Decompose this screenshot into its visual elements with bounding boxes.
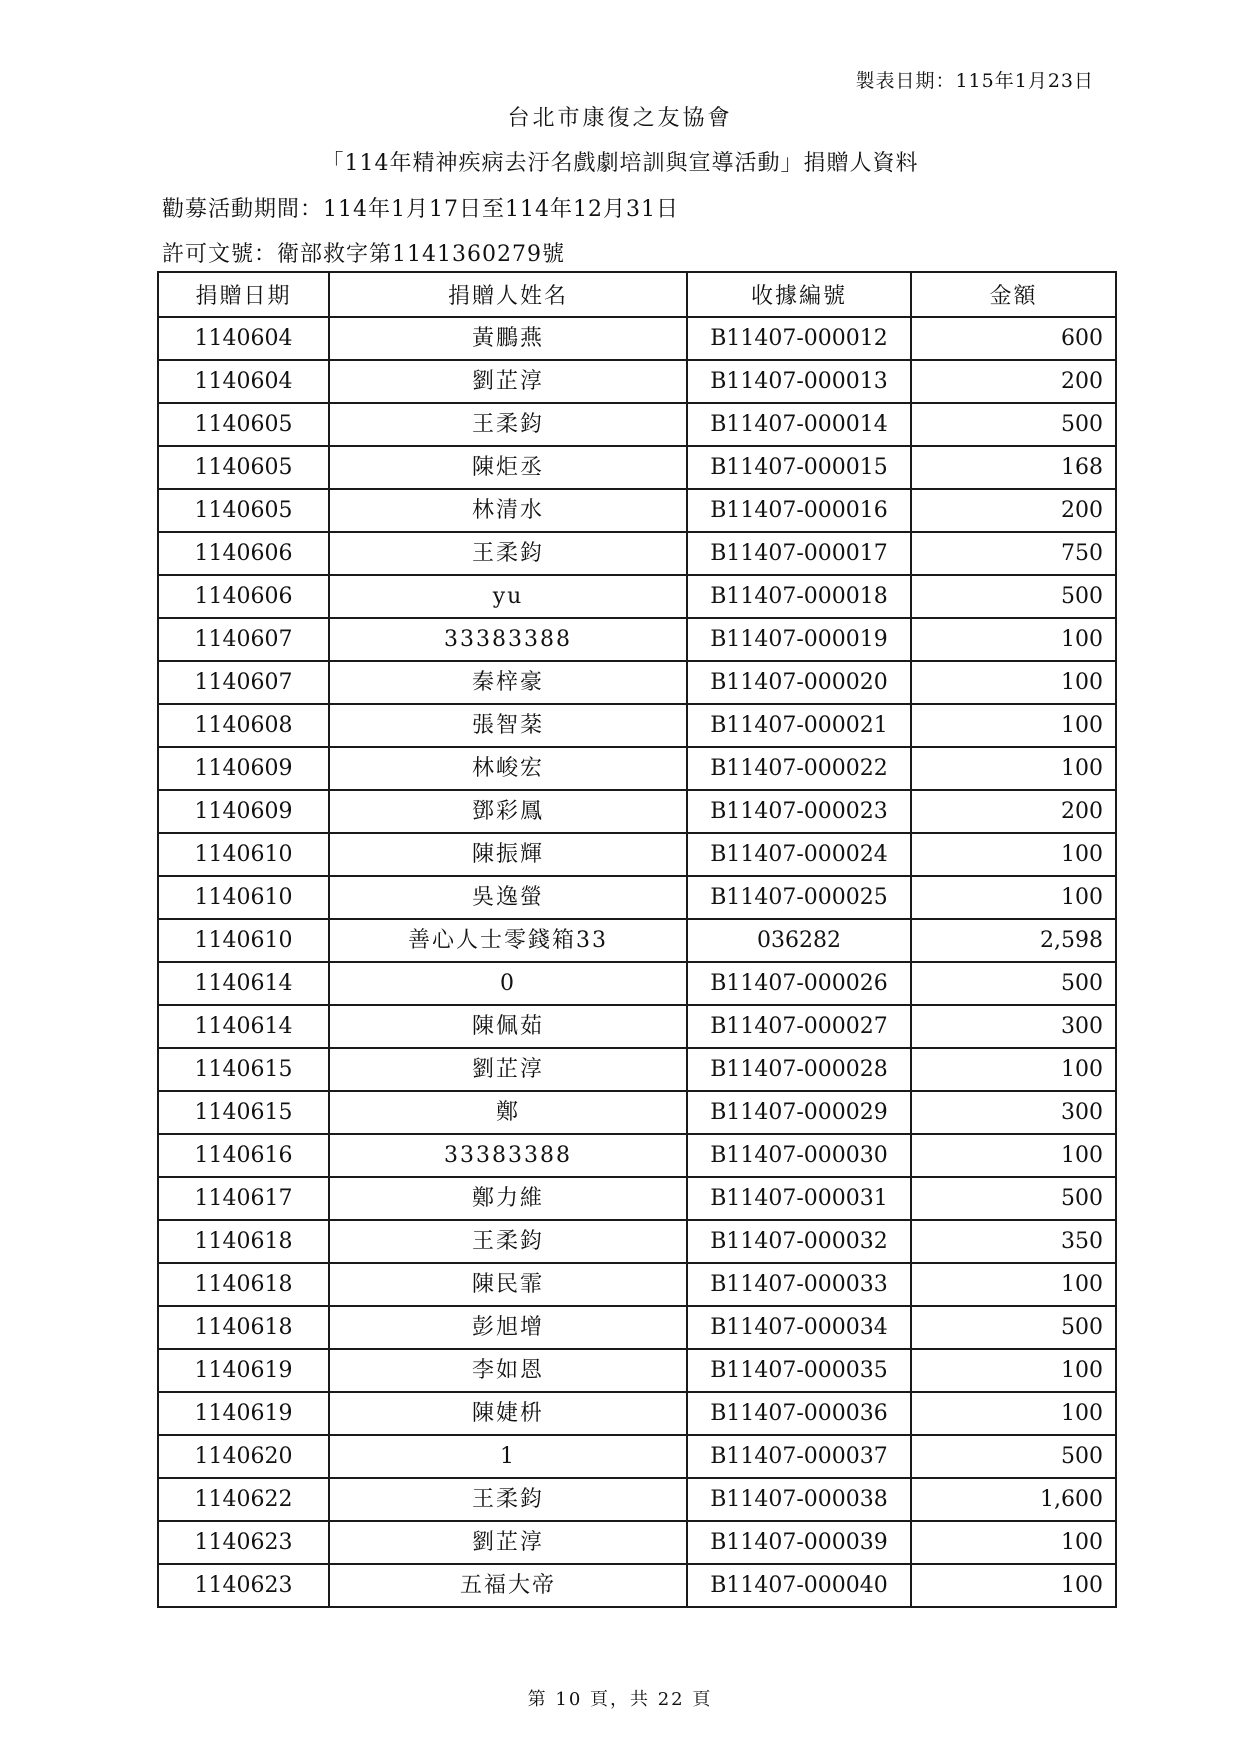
donation-date-cell: 1140614 — [158, 962, 329, 1005]
amount-cell: 200 — [911, 489, 1116, 532]
receipt-number-cell: 036282 — [687, 919, 911, 962]
amount-cell: 200 — [911, 360, 1116, 403]
donor-name-cell: 1 — [329, 1435, 687, 1478]
donor-name-cell: 33383388 — [329, 1134, 687, 1177]
donor-name-cell: 33383388 — [329, 618, 687, 661]
amount-cell: 750 — [911, 532, 1116, 575]
amount-cell: 500 — [911, 962, 1116, 1005]
donation-date-cell: 1140623 — [158, 1564, 329, 1607]
donor-name-cell: 王柔鈞 — [329, 403, 687, 446]
amount-cell: 500 — [911, 1435, 1116, 1478]
donation-date-cell: 1140608 — [158, 704, 329, 747]
donor-name-cell: 鄧彩鳳 — [329, 790, 687, 833]
amount-cell: 200 — [911, 790, 1116, 833]
donor-name-cell: 李如恩 — [329, 1349, 687, 1392]
donor-name-cell: 彭旭增 — [329, 1306, 687, 1349]
amount-cell: 100 — [911, 833, 1116, 876]
receipt-number-cell: B11407-000036 — [687, 1392, 911, 1435]
donation-date-cell: 1140607 — [158, 661, 329, 704]
amount-cell: 100 — [911, 1048, 1116, 1091]
receipt-number-cell: B11407-000035 — [687, 1349, 911, 1392]
receipt-number-cell: B11407-000027 — [687, 1005, 911, 1048]
table-row — [158, 360, 1116, 403]
receipt-number-cell: B11407-000021 — [687, 704, 911, 747]
donor-name-cell: 王柔鈞 — [329, 1220, 687, 1263]
donation-date-cell: 1140615 — [158, 1048, 329, 1091]
donor-name-cell: 張智棻 — [329, 704, 687, 747]
donation-date-cell: 1140610 — [158, 876, 329, 919]
amount-cell: 100 — [911, 618, 1116, 661]
donation-date-cell: 1140605 — [158, 489, 329, 532]
receipt-number-cell: B11407-000033 — [687, 1263, 911, 1306]
table-row — [158, 661, 1116, 704]
column-header-receipt-number: 收據編號 — [687, 272, 911, 317]
table-row — [158, 1263, 1116, 1306]
amount-cell: 100 — [911, 876, 1116, 919]
table-row — [158, 618, 1116, 661]
donation-date-cell: 1140604 — [158, 317, 329, 360]
receipt-number-cell: B11407-000024 — [687, 833, 911, 876]
receipt-number-cell: B11407-000025 — [687, 876, 911, 919]
donor-name-cell: 鄭 — [329, 1091, 687, 1134]
amount-cell: 100 — [911, 1134, 1116, 1177]
donation-date-cell: 1140606 — [158, 532, 329, 575]
amount-cell: 100 — [911, 1263, 1116, 1306]
donation-date-cell: 1140604 — [158, 360, 329, 403]
donation-date-cell: 1140614 — [158, 1005, 329, 1048]
donation-date-cell: 1140609 — [158, 790, 329, 833]
table-row — [158, 403, 1116, 446]
table-row — [158, 962, 1116, 1005]
donation-date-cell: 1140605 — [158, 446, 329, 489]
table-row — [158, 876, 1116, 919]
donor-name-cell: 陳振輝 — [329, 833, 687, 876]
donation-date-cell: 1140606 — [158, 575, 329, 618]
amount-cell: 300 — [911, 1005, 1116, 1048]
donor-name-cell: 劉芷淳 — [329, 1048, 687, 1091]
receipt-number-cell: B11407-000012 — [687, 317, 911, 360]
table-body — [158, 317, 1116, 1607]
amount-cell: 2,598 — [911, 919, 1116, 962]
donation-date-cell: 1140618 — [158, 1306, 329, 1349]
amount-cell: 500 — [911, 1177, 1116, 1220]
donation-date-cell: 1140620 — [158, 1435, 329, 1478]
column-header-date: 捐贈日期 — [158, 272, 329, 317]
receipt-number-cell: B11407-000023 — [687, 790, 911, 833]
amount-cell: 100 — [911, 661, 1116, 704]
table-row — [158, 1349, 1116, 1392]
table-row — [158, 532, 1116, 575]
page-number: 第 10 頁，共 22 頁 — [527, 1689, 713, 1710]
table-row — [158, 1521, 1116, 1564]
donation-date-cell: 1140610 — [158, 919, 329, 962]
donation-date-cell: 1140607 — [158, 618, 329, 661]
receipt-number-cell: B11407-000019 — [687, 618, 911, 661]
donation-date-cell: 1140618 — [158, 1263, 329, 1306]
donor-name-cell: 劉芷淳 — [329, 360, 687, 403]
receipt-number-cell: B11407-000040 — [687, 1564, 911, 1607]
receipt-number-cell: B11407-000037 — [687, 1435, 911, 1478]
donation-date-cell: 1140619 — [158, 1349, 329, 1392]
donor-table — [157, 271, 1117, 1608]
amount-cell: 100 — [911, 1521, 1116, 1564]
donor-name-cell: 陳民霏 — [329, 1263, 687, 1306]
donor-name-cell: 陳婕枡 — [329, 1392, 687, 1435]
donation-date-cell: 1140605 — [158, 403, 329, 446]
donor-name-cell: yu — [329, 575, 687, 618]
amount-cell: 500 — [911, 1306, 1116, 1349]
table-row — [158, 1478, 1116, 1521]
amount-cell: 300 — [911, 1091, 1116, 1134]
donor-name-cell: 吳逸螢 — [329, 876, 687, 919]
donor-name-cell: 陳炬丞 — [329, 446, 687, 489]
column-header-amount: 金額 — [911, 272, 1116, 317]
table-row — [158, 704, 1116, 747]
receipt-number-cell: B11407-000039 — [687, 1521, 911, 1564]
amount-cell: 100 — [911, 704, 1116, 747]
donation-date-cell: 1140617 — [158, 1177, 329, 1220]
receipt-number-cell: B11407-000028 — [687, 1048, 911, 1091]
table-row — [158, 446, 1116, 489]
table-row — [158, 1005, 1116, 1048]
table-row — [158, 1091, 1116, 1134]
donation-date-cell: 1140615 — [158, 1091, 329, 1134]
amount-cell: 500 — [911, 575, 1116, 618]
table-row — [158, 790, 1116, 833]
table-row — [158, 747, 1116, 790]
donation-date-cell: 1140609 — [158, 747, 329, 790]
amount-cell: 350 — [911, 1220, 1116, 1263]
donation-date-cell: 1140618 — [158, 1220, 329, 1263]
made-date: 製表日期：115年1月23日 — [855, 70, 1094, 92]
table-row — [158, 919, 1116, 962]
table-row — [158, 1306, 1116, 1349]
receipt-number-cell: B11407-000038 — [687, 1478, 911, 1521]
amount-cell: 100 — [911, 747, 1116, 790]
table-header — [158, 272, 1116, 317]
donation-date-cell: 1140610 — [158, 833, 329, 876]
table-row — [158, 1435, 1116, 1478]
receipt-number-cell: B11407-000018 — [687, 575, 911, 618]
receipt-number-cell: B11407-000016 — [687, 489, 911, 532]
receipt-number-cell: B11407-000020 — [687, 661, 911, 704]
amount-cell: 1,600 — [911, 1478, 1116, 1521]
amount-cell: 500 — [911, 403, 1116, 446]
table-row — [158, 1048, 1116, 1091]
table-row — [158, 317, 1116, 360]
amount-cell: 100 — [911, 1564, 1116, 1607]
receipt-number-cell: B11407-000015 — [687, 446, 911, 489]
table-row — [158, 575, 1116, 618]
document-title: 「114年精神疾病去汙名戲劇培訓與宣導活動」捐贈人資料 — [321, 151, 919, 176]
receipt-number-cell: B11407-000022 — [687, 747, 911, 790]
table-row — [158, 1220, 1116, 1263]
donation-date-cell: 1140623 — [158, 1521, 329, 1564]
donation-date-cell: 1140616 — [158, 1134, 329, 1177]
donor-name-cell: 五福大帝 — [329, 1564, 687, 1607]
amount-cell: 100 — [911, 1349, 1116, 1392]
donor-name-cell: 劉芷淳 — [329, 1521, 687, 1564]
receipt-number-cell: B11407-000034 — [687, 1306, 911, 1349]
receipt-number-cell: B11407-000013 — [687, 360, 911, 403]
organization-name: 台北市康復之友協會 — [507, 106, 733, 131]
donor-name-cell: 王柔鈞 — [329, 532, 687, 575]
table-row — [158, 489, 1116, 532]
donor-name-cell: 0 — [329, 962, 687, 1005]
receipt-number-cell: B11407-000030 — [687, 1134, 911, 1177]
amount-cell: 168 — [911, 446, 1116, 489]
donor-name-cell: 林峻宏 — [329, 747, 687, 790]
donor-name-cell: 黃鵬燕 — [329, 317, 687, 360]
permit-number: 許可文號：衛部救字第1141360279號 — [162, 242, 565, 267]
column-header-donor-name: 捐贈人姓名 — [329, 272, 687, 317]
table-row — [158, 1134, 1116, 1177]
donation-date-cell: 1140619 — [158, 1392, 329, 1435]
receipt-number-cell: B11407-000014 — [687, 403, 911, 446]
receipt-number-cell: B11407-000032 — [687, 1220, 911, 1263]
table-row — [158, 1564, 1116, 1607]
table-row — [158, 1177, 1116, 1220]
donor-name-cell: 鄭力維 — [329, 1177, 687, 1220]
donation-date-cell: 1140622 — [158, 1478, 329, 1521]
receipt-number-cell: B11407-000031 — [687, 1177, 911, 1220]
amount-cell: 600 — [911, 317, 1116, 360]
table-row — [158, 1392, 1116, 1435]
table-row — [158, 833, 1116, 876]
amount-cell: 100 — [911, 1392, 1116, 1435]
receipt-number-cell: B11407-000017 — [687, 532, 911, 575]
header-row — [158, 272, 1116, 317]
donor-name-cell: 善心人士零錢箱33 — [329, 919, 687, 962]
receipt-number-cell: B11407-000029 — [687, 1091, 911, 1134]
fundraising-period: 勸募活動期間：114年1月17日至114年12月31日 — [162, 197, 679, 222]
donor-name-cell: 林清水 — [329, 489, 687, 532]
donor-name-cell: 陳佩茹 — [329, 1005, 687, 1048]
donor-name-cell: 秦梓豪 — [329, 661, 687, 704]
receipt-number-cell: B11407-000026 — [687, 962, 911, 1005]
donor-name-cell: 王柔鈞 — [329, 1478, 687, 1521]
